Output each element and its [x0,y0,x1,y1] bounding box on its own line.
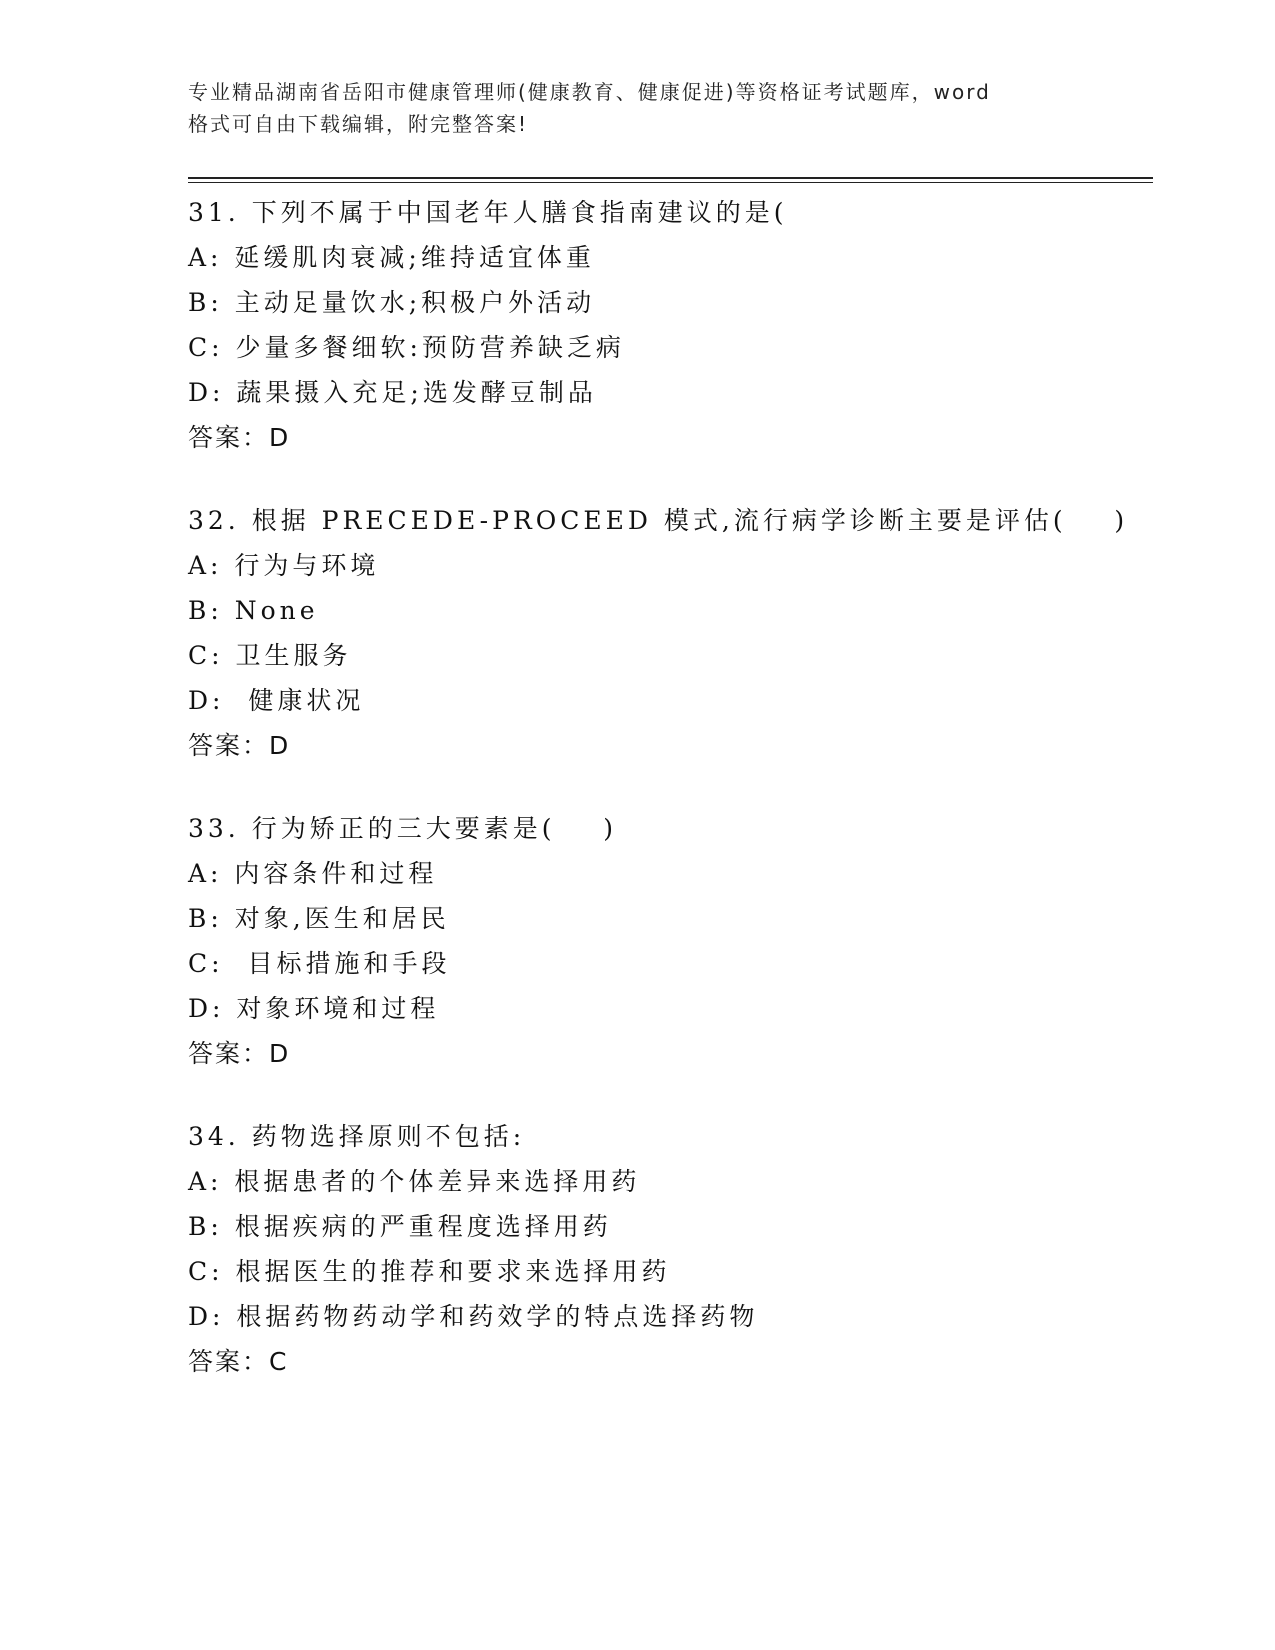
question-stem: 32. 根据 PRECEDE-PROCEED 模式,流行病学诊断主要是评估( ) [188,506,1129,535]
answer: 答案：D [188,423,291,452]
option-d: D: 根据药物药动学和药效学的特点选择药物 [188,1302,759,1331]
header-divider-thick [188,177,1153,179]
question-31 [188,190,1148,460]
option-a: A: 根据患者的个体差异来选择用药 [188,1167,641,1196]
option-a: A: 行为与环境 [188,551,380,580]
question-32 [188,498,1148,768]
question-34 [188,1114,1148,1384]
question-stem: 31. 下列不属于中国老年人膳食指南建议的是( [188,198,788,227]
header-line-2: 格式可自由下载编辑，附完整答案! [188,112,529,136]
option-b: B: None [188,596,319,625]
option-c: C: 根据医生的推荐和要求来选择用药 [188,1257,671,1286]
option-d: D: 健康状况 [188,686,365,715]
option-c: C: 目标措施和手段 [188,949,451,978]
option-d: D: 蔬果摄入充足;选发酵豆制品 [188,378,597,407]
option-b: B: 对象,医生和居民 [188,904,450,933]
document-header [188,76,1088,140]
option-c: C: 少量多餐细软:预防营养缺乏病 [188,333,625,362]
option-b: B: 主动足量饮水;积极户外活动 [188,288,596,317]
option-a: A: 延缓肌肉衰减;维持适宜体重 [188,243,595,272]
question-stem: 34. 药物选择原则不包括: [188,1122,526,1151]
option-c: C: 卫生服务 [188,641,352,670]
header-line-1: 专业精品湖南省岳阳市健康管理师(健康教育、健康促进)等资格证考试题库，word [188,80,991,104]
question-list [188,190,1148,1422]
answer: 答案：C [188,1347,289,1376]
header-divider-thin [188,182,1153,183]
answer: 答案：D [188,731,291,760]
option-d: D: 对象环境和过程 [188,994,440,1023]
question-stem: 33. 行为矫正的三大要素是( ) [188,814,617,843]
question-33 [188,806,1148,1076]
answer: 答案：D [188,1039,291,1068]
option-a: A: 内容条件和过程 [188,859,438,888]
option-b: B: 根据疾病的严重程度选择用药 [188,1212,612,1241]
